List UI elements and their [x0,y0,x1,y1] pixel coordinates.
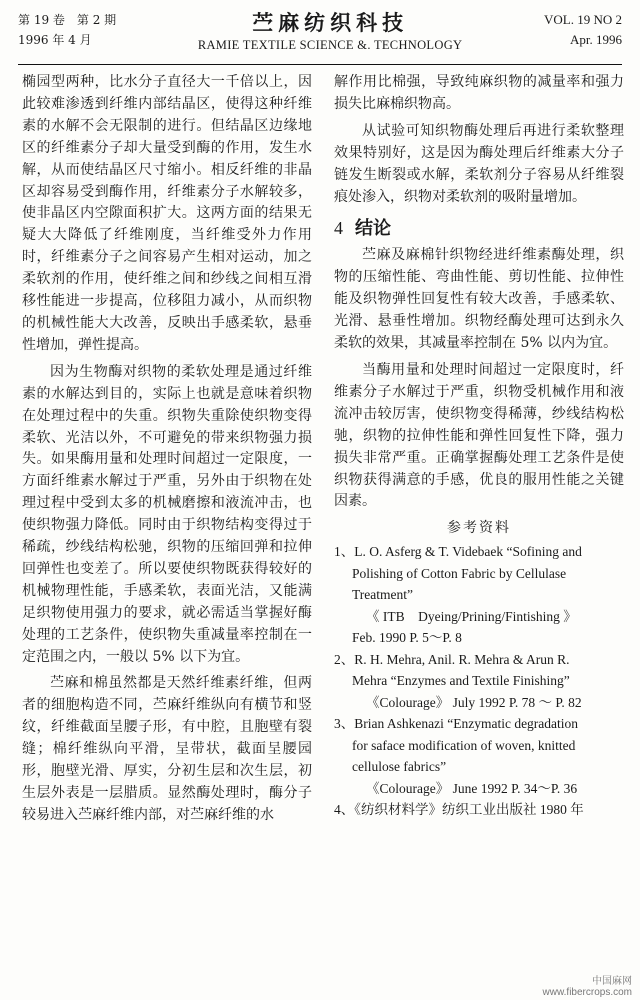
paragraph: 苎麻和棉虽然都是天然纤维素纤维，但两者的细胞构造不同，苎麻纤维纵向有横节和竖纹，纤维截面呈腰子形，有中腔，且胞壁有裂缝；棉纤维纵向平滑，呈带状，截面呈腰园形，胞壁光滑、厚实，分初生层和次生层，初生层外表是一层腊质。显然酶处理时，酶分子较易进入苎麻纤维内部，对苎麻纤维的水 [22,675,312,823]
watermark: 中国麻网 www.fibercrops.com [542,976,632,998]
page-header [18,10,622,64]
volume-issue: 第 19 卷 第 2 期 [18,13,117,27]
section-title: 结论 [355,218,391,240]
paragraph: 因为生物酶对织物的柔软处理是通过纤维素的水解达到目的，实际上也就是意味着织物在处理过程中的失重。织物失重除使织物变得柔软、光洁以外，不可避免的带来织物强力损失。如果酶用量和处理时间超过一定限度，一方面纤维素水解过于严重，另外由于织物在处理过程中受到太多的机械磨擦和液流冲击，也使织物强力降低。同时由于织物结构变得过于稀疏，纱线结构松驰，织物的压缩回弹和拉伸回弹性也变差了。所以要使织物既获得较好的机械物理性能，手感柔软，表面光洁，又能满足织物使用强力的要求，就必需适当掌握好酶处理的工艺条件，使织物失重减量率控制在一定范围之内，一般以 5% 以下为宜。 [22,363,312,665]
section-number: 4 [334,218,343,239]
reference-item: 4、《纺织材料学》纺织工业出版社 1980 年 [334,802,584,818]
journal-title-block [198,10,463,54]
reference-item: 3、Brian Ashkenazi “Enzymatic degradation for saface modification of woven, knitted cellulose fabrics” 《Colourage》 June 1992 P. 34～P. 36 [334,716,579,796]
paragraph: 解作用比棉强，导致纯麻织物的减量率和强力损失比麻棉织物高。 [334,74,624,112]
reference-item: 2、R. H. Mehra, Anil. R. Mehra & Arun R. Mehra “Enzymes and Textile Finishing” 《Colourage》 July 1992 P. 78 ～ P. 82 [334,651,582,710]
journal-title-cn: 苎麻纺织科技 [252,10,409,35]
paragraph: 椭园型两种，比水分子直径大一千倍以上，因此较难渗透到纤维内部结晶区，使得这种纤维素的水解不会无限制的进行。但结晶区边缘地区的纤维素分子却大量受到酶的作用，发生水解，从而使结晶区尺寸缩小。相反纤维的非晶区却容易受到酶作用，纤维素分子水解较多，使非晶区内空隙面积扩大。这两方面的结果无疑大大降低了纤维刚度，当纤维受外力作用时，纤维素分子之间容易产生相对运动，加之柔软剂的作用，使纤维之间和纱线之间相互滑移性能进一步提高，位移阻力减小，从而织物的机械性能大大改善，反映出手感柔软，悬垂性增加，弹性提高。 [22,74,312,353]
volume-issue-en: VOL. 19 NO 2 [544,12,622,27]
header-rule [18,64,622,65]
issue-date-en: Apr. 1996 [570,32,622,47]
paragraph: 苎麻及麻棉针织物经进纤维素酶处理，织物的压缩性能、弯曲性能、剪切性能、拉伸性能及织物弹性回复性有较大改善，手感柔软、光滑、悬垂性增加。织物经酶处理可达到永久柔软的效果，其减量率控制在 5% 以内为宜。 [334,247,624,352]
header-left [18,10,116,50]
right-column [334,72,624,827]
paragraph: 当酶用量和处理时间超过一定限度时，纤维素分子水解过于严重，织物受机械作用和液流冲击较厉害，使织物变得稀薄，纱线结构松驰，织物的拉伸性能和弹性回复性下降，强力损失非常严重。正确掌握酶处理工艺条件是使织物获得满意的手感，优良的服用性能之关键因素。 [334,361,624,510]
body-columns [22,72,624,827]
left-column [22,72,312,827]
section-heading [334,216,624,241]
paragraph: 从试验可知织物酶处理后再进行柔软整理效果特别好，这是因为酶处理后纤维素大分子链发生断裂或水解，柔软剂分子容易从纤维裂痕处渗入，织物对柔软剂的吸附量增加。 [334,122,624,205]
references-title: 参考资料 [447,520,511,537]
reference-item: 1、L. O. Asferg & T. Videbaek “Sofining and Polishing of Cotton Fabric by Cellulase Treatment” 《 ITB Dyeing/Prining/Fintishing 》 Feb. 1990 P. 5～P. 8 [334,544,582,646]
header-right [544,10,622,50]
issue-date: 1996 年 4 月 [18,33,92,47]
journal-title-en: RAMIE TEXTILE SCIENCE &. TECHNOLOGY [197,38,463,52]
